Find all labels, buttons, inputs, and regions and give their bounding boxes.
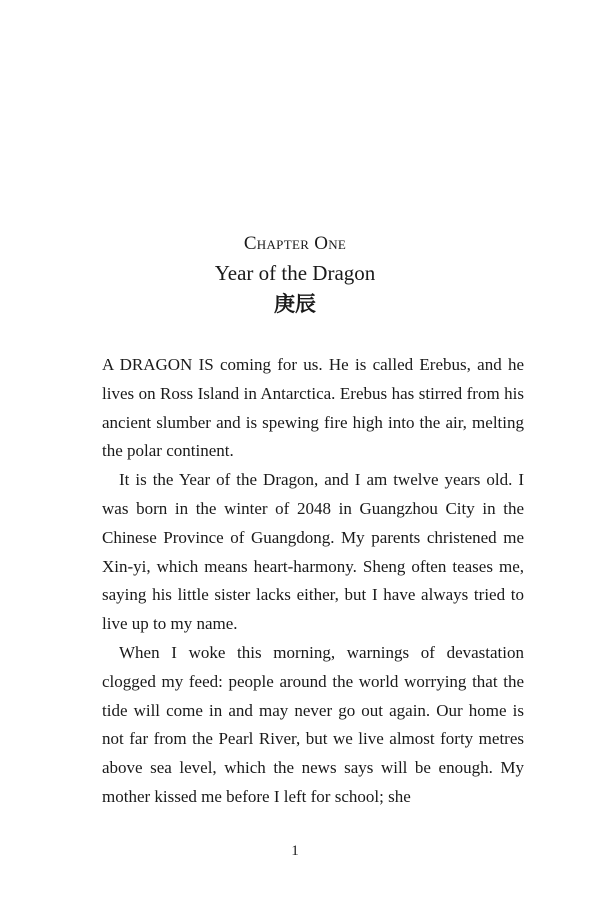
page-number: 1 [291,843,299,859]
chapter-title: Year of the Dragon [214,261,376,285]
paragraph-2: It is the Year of the Dragon, and I am twelve years old. I was born in the winter of 2048 in Guangzhou City in the Chinese Province of Guangdong. My parents christened me Xin-yi, which means heart-harmony. Sheng often teases me, saying his little sister lacks either, but I have always tried to live up to my name. [102,470,524,634]
paragraph-3: When I woke this morning, warnings of devastation clogged my feed: people around the world worrying that the tide will come in and may never go out again. Our home is not far from the Pearl River, but we live almost forty metres above sea level, which the news says will be enough. My mother kissed me before I left for school; she [102,642,524,806]
body-text [102,351,524,812]
paragraph-1: A DRAGON IS coming for us. He is called Erebus, and he lives on Ross Island in Antarctica. Erebus has stirred from his ancient slumber and is spewing fire high into the air, melting the polar continent. [102,355,524,461]
chapter-cjk-title: 庚辰 [274,292,316,316]
chapter-heading [0,230,590,320]
chapter-label: Chapter One [243,233,347,254]
